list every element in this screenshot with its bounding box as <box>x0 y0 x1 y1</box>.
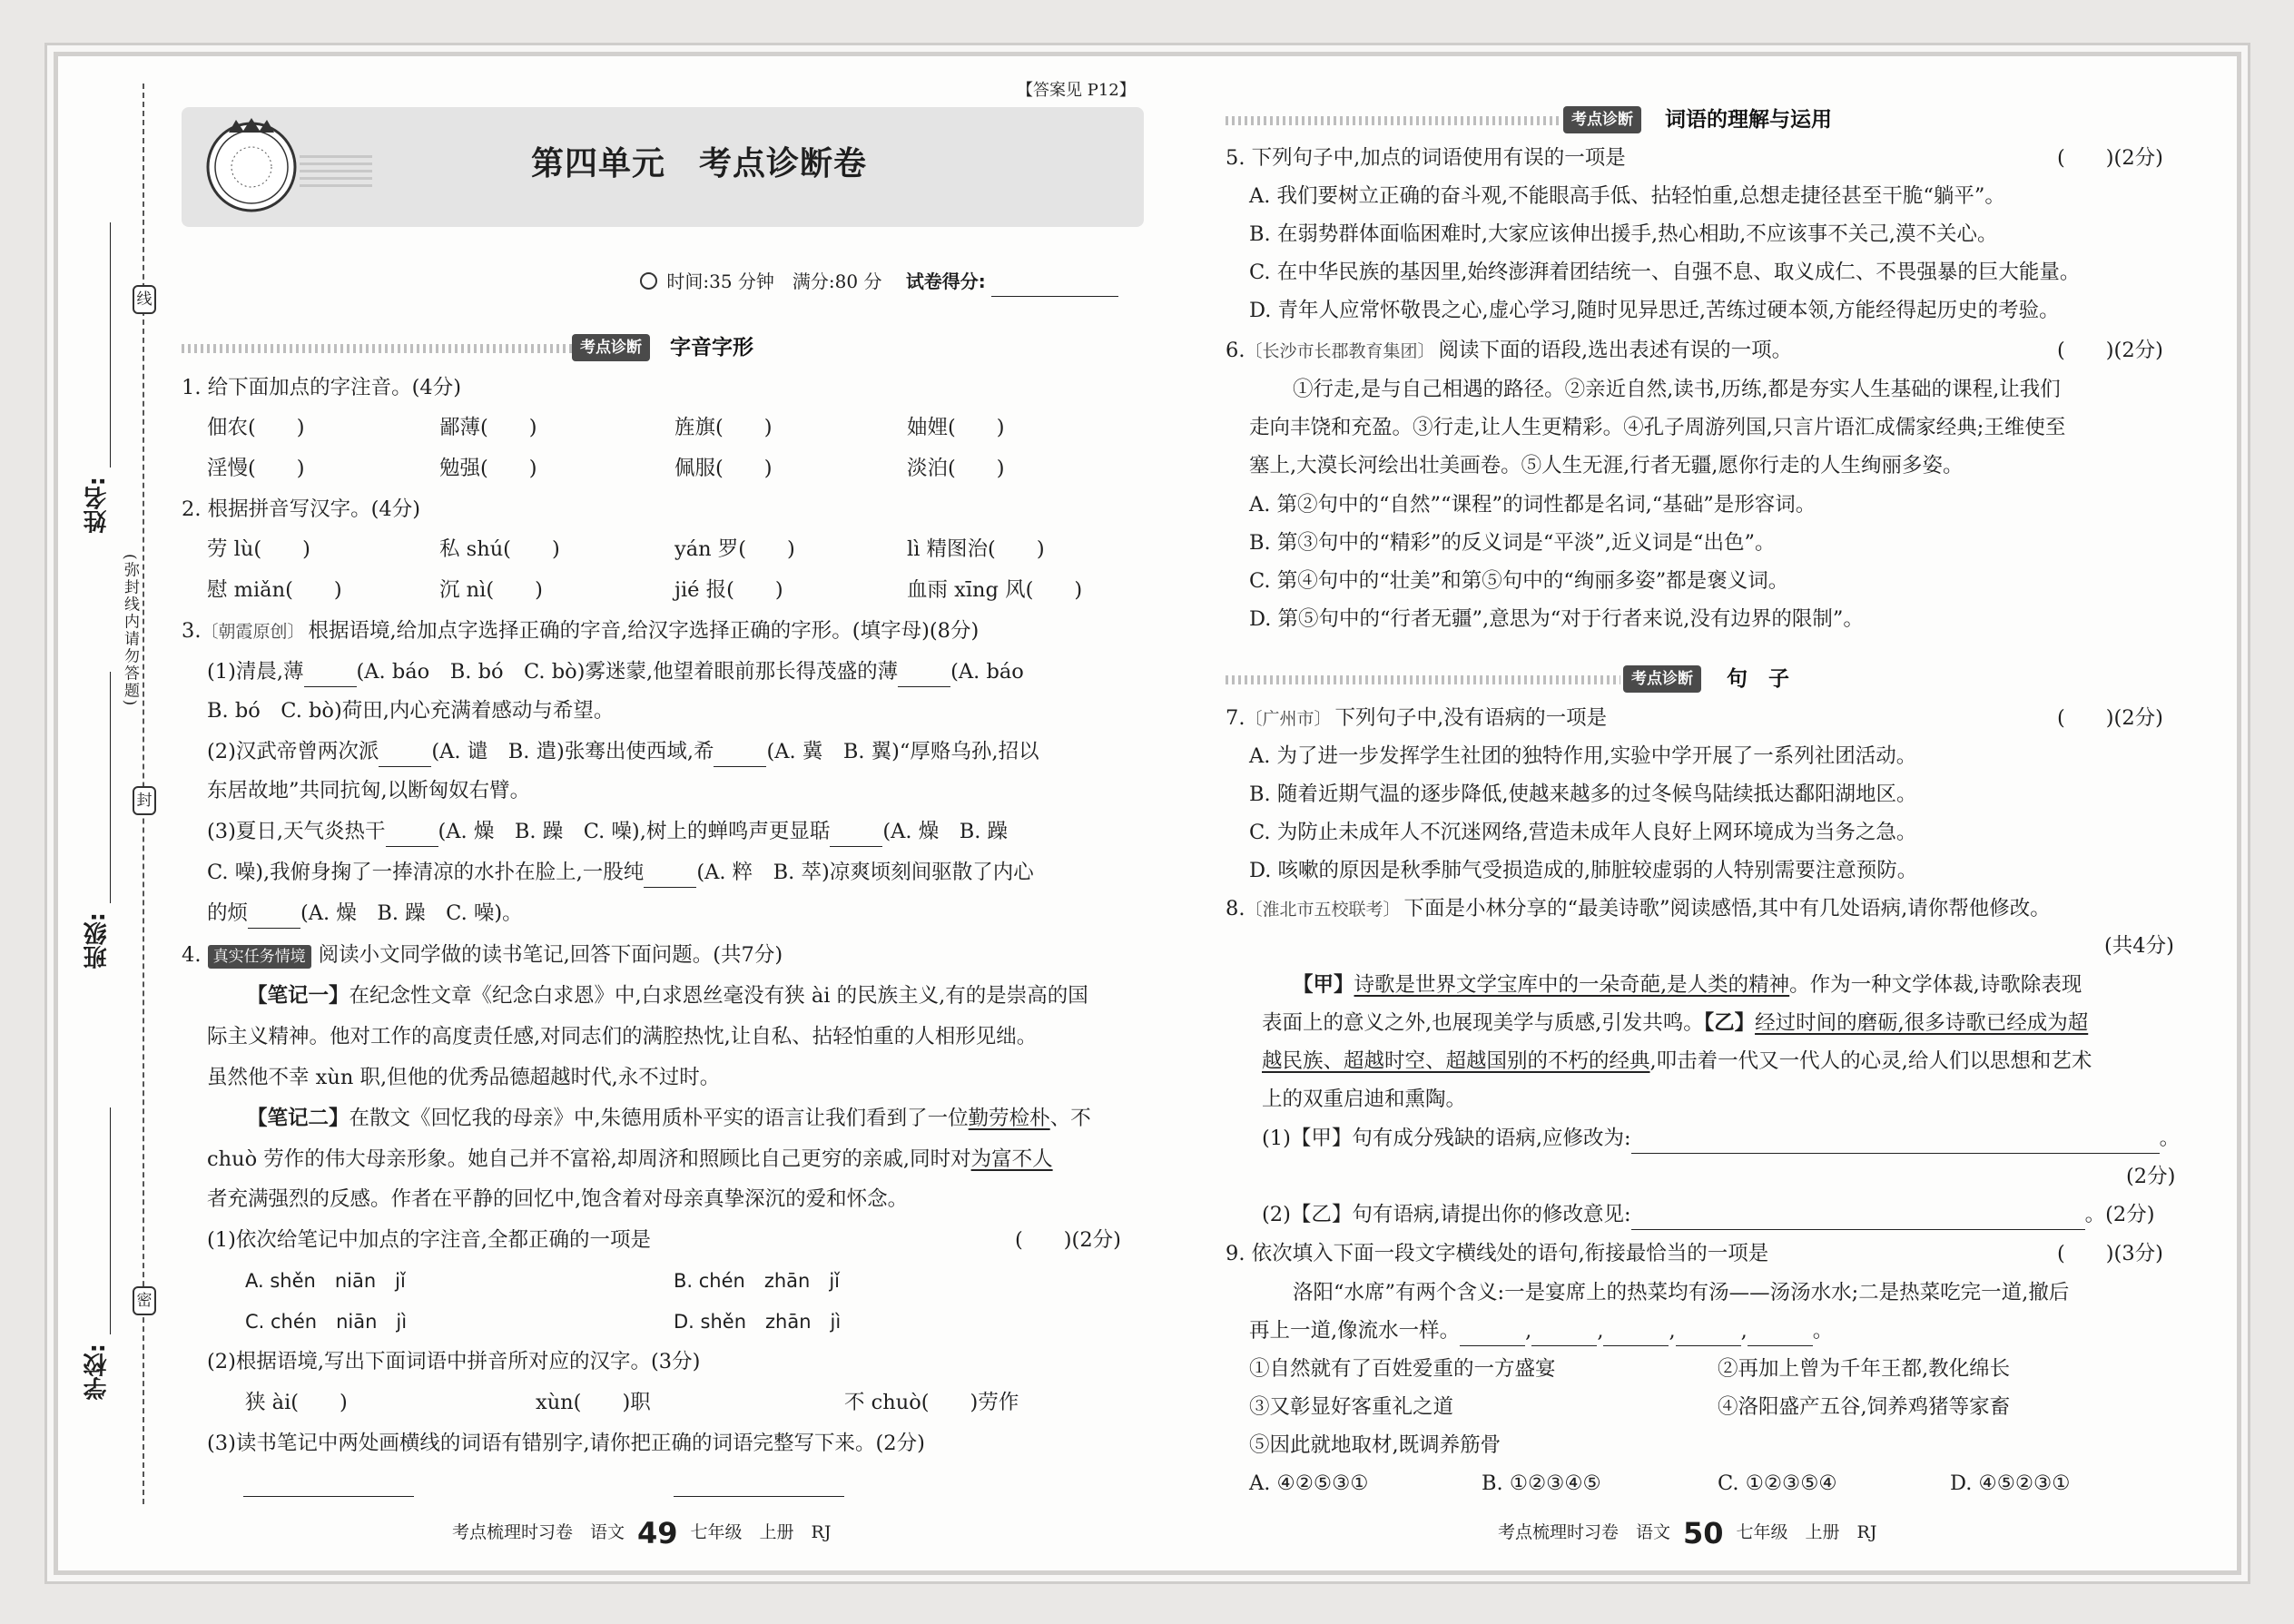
q4-sub2-item[interactable]: xùn( )职 <box>536 1391 651 1414</box>
section-title: 句 子 <box>1727 667 1789 691</box>
answer-blank[interactable] <box>1460 1324 1525 1346</box>
q3-line: (1)清晨,薄 (A. báo B. bó C. bò)雾迷蒙,他望着眼前那长得茂盛的薄 (A. báo <box>207 657 1024 687</box>
section-badge: 考点诊断 <box>572 334 650 361</box>
right-footer <box>1498 1516 1876 1550</box>
q2-item[interactable]: jié 报( ) <box>674 578 783 602</box>
answer-blank[interactable] <box>379 744 431 767</box>
answer-line[interactable] <box>243 1496 414 1497</box>
q3-line: (3)夏日,天气炎热干 (A. 燥 B. 躁 C. 噪),树上的蝉鸣声更显聒 (A. 燥 B. 躁 <box>207 817 1008 847</box>
q8-sub2: (2)【乙】句有语病,请提出你的修改意见: 。(2分) <box>1262 1200 2154 1230</box>
passage-line: 上的双重启迪和熏陶。 <box>1262 1088 1467 1111</box>
passage-line: 洛阳“水席”有两个含义:一是宴席上的热菜均有汤——汤汤水水;二是热菜吃完一道,撤后 <box>1293 1281 2070 1304</box>
underlined-sentence: 越民族、超越时空、超越国别的不朽的经典 <box>1262 1049 1650 1073</box>
note-line: 虽然他不幸 xùn 职,但他的优秀品德超越时代,永不过时。 <box>207 1066 721 1089</box>
q8-sub1-score: (2分) <box>2126 1165 2176 1188</box>
question-text: 根据语境,给加点字选择正确的字音,给汉字选择正确的字形。(填字母)(8分) <box>308 619 980 643</box>
footer-grade: 七年级 上册 RJ <box>690 1522 832 1542</box>
question-source: 〔广州市〕 <box>1245 709 1332 729</box>
sentence-item: ⑤因此就地取材,既调养筋骨 <box>1249 1433 1501 1457</box>
option-b[interactable]: B. 第③句中的“精彩”的反义词是“平淡”,近义词是“出色”。 <box>1249 531 1776 555</box>
q1-item[interactable]: 佩服( ) <box>674 457 773 480</box>
section-title: 字音字形 <box>670 336 753 359</box>
q3-line: 东居故地”共同抗匈,以断匈奴右臂。 <box>207 779 531 802</box>
q1-item[interactable]: 勉强( ) <box>439 457 537 480</box>
answer-line[interactable] <box>1631 1127 2160 1154</box>
publisher-logo <box>202 114 301 214</box>
q3-line: C. 噪),我俯身掬了一捧清凉的水扑在脸上,一股纯 (A. 粹 B. 萃)凉爽顷刻间驱散了内心 <box>207 858 1034 888</box>
page-number: 49 <box>637 1516 678 1550</box>
option-c[interactable]: C. 为防止未成年人不沉迷网络,营造未成年人良好上网环境成为当务之急。 <box>1249 821 1917 844</box>
left-footer <box>452 1516 831 1550</box>
task-tag: 真实任务情境 <box>208 945 311 969</box>
option-b[interactable]: B. 随着近期气温的逐步降低,使越来越多的过冬候鸟陆续抵达鄱阳湖地区。 <box>1249 782 1917 806</box>
section-title: 词语的理解与运用 <box>1665 108 1832 132</box>
answer-blank[interactable] <box>1748 1324 1813 1346</box>
passage-line: ①行走,是与自己相遇的路径。②亲近自然,读书,历练,都是夯实人生基础的课程,让我们 <box>1293 378 2061 401</box>
option-d[interactable]: D. 第⑤句中的“行者无疆”,意思为“对于行者来说,没有边界的限制”。 <box>1249 607 1864 631</box>
note-line: 【笔记二】在散文《回忆我的母亲》中,朱德用质朴平实的语言让我们看到了一位勤劳检朴、不 <box>247 1107 1091 1130</box>
answer-line[interactable] <box>674 1496 844 1497</box>
title-banner <box>182 107 1144 227</box>
q2-item[interactable]: yán 罗( ) <box>674 537 795 561</box>
option-a[interactable]: A. 为了进一步发挥学生社团的独特作用,实验中学开展了一系列社团活动。 <box>1249 744 1917 768</box>
clock-icon <box>640 272 657 290</box>
answer-blank[interactable] <box>714 744 766 767</box>
underlined-sentence: 诗歌是世界文学宝库中的一朵奇葩,是人类的精神 <box>1354 973 1790 997</box>
underlined-word: 勤劳检朴 <box>968 1107 1050 1130</box>
answer-line[interactable] <box>1631 1204 2085 1230</box>
q1-item[interactable]: 佃农( ) <box>207 416 305 439</box>
footer-series: 考点梳理时习卷 语文 <box>1498 1522 1671 1542</box>
q4-sub1: (1)依次给笔记中加点的字注音,全都正确的一项是 <box>207 1228 652 1252</box>
seal-label: 封 <box>133 786 156 815</box>
q1-item[interactable]: 淡泊( ) <box>907 457 1005 480</box>
option-a[interactable]: A. ④②⑤③① <box>1249 1471 1369 1495</box>
q2-item[interactable]: 血雨 xīng 风( ) <box>907 578 1083 602</box>
seal-warning: (弥封线内请勿答题) <box>121 554 139 708</box>
q8-sub1: (1)【甲】句有成分残缺的语病,应修改为: 。 <box>1262 1124 2180 1154</box>
q2-item[interactable]: 私 shú( ) <box>439 537 560 561</box>
sentence-item: ①自然就有了百姓爱重的一方盛宴 <box>1249 1357 1556 1381</box>
option-b[interactable]: B. chén zhān jǐ <box>674 1270 841 1292</box>
q4-sub3: (3)读书笔记中两处画横线的词语有错别字,请你把正确的词语完整写下来。(2分) <box>207 1432 925 1455</box>
note-line: 际主义精神。他对工作的高度责任感,对同志们的满腔热忱,让自私、拈轻怕重的人相形见绌。 <box>207 1025 1038 1048</box>
exam-title: 第四单元 考点诊断卷 <box>531 145 868 182</box>
option-d[interactable]: D. ④⑤②③① <box>1950 1471 2071 1495</box>
q1-item[interactable]: 淫慢( ) <box>207 457 305 480</box>
class-label: 班级: <box>84 912 111 969</box>
question-1-stem: 1. 给下面加点的字注音。(4分) <box>182 376 461 399</box>
q2-item[interactable]: 劳 lù( ) <box>207 537 310 561</box>
option-c[interactable]: C. 第④句中的“壮美”和第⑤句中的“绚丽多姿”都是褒义词。 <box>1249 569 1789 593</box>
answer-blank[interactable] <box>898 664 950 687</box>
q1-item[interactable]: 妯娌( ) <box>907 416 1005 439</box>
option-d[interactable]: D. shěn zhān jì <box>674 1311 842 1333</box>
footer-grade: 七年级 上册 RJ <box>1736 1522 1877 1542</box>
q3-line: (2)汉武帝曾两次派 (A. 谴 B. 遣)张骞出使西域,希 (A. 冀 B. 翼)“厚赂乌孙,招以 <box>207 737 1039 767</box>
option-c[interactable]: C. chén niān jì <box>245 1311 408 1333</box>
option-a[interactable]: A. shěn niān jǐ <box>245 1270 406 1292</box>
section-stripes <box>182 344 572 353</box>
seal-line-label: 线 <box>133 285 156 314</box>
question-8-stem: 8.〔淮北市五校联考〕 下面是小林分享的“最美诗歌”阅读感悟,其中有几处语病,请你帮他修改。 <box>1226 897 2051 920</box>
passage-line: 表面上的意义之外,也展现美学与质感,引发共鸣。【乙】经过时间的磨砺,很多诗歌已经成为超 <box>1262 1011 2089 1035</box>
section-stripes <box>1226 675 1620 684</box>
passage-line: 越民族、超越时空、超越国别的不朽的经典,叩击着一代又一代人的心灵,给人们以思想和艺术 <box>1262 1049 2092 1073</box>
q4-sub2: (2)根据语境,写出下面词语中拼音所对应的汉字。(3分) <box>207 1350 701 1373</box>
note-line: chuò 劳作的伟大母亲形象。她自己并不富裕,却周济和照顾比自己更穷的亲戚,同时对为富不人 <box>207 1147 1053 1171</box>
q2-item[interactable]: lì 精图治( ) <box>907 537 1045 561</box>
question-source: 〔朝霞原创〕 <box>201 622 305 642</box>
q4-sub2-item[interactable]: 不 chuò( )劳作 <box>844 1391 1019 1414</box>
question-7-stem: 7.〔广州市〕 下列句子中,没有语病的一项是 <box>1226 706 1608 730</box>
section-header-pronunciation <box>182 332 1144 363</box>
underlined-word: 为富不人 <box>970 1147 1053 1171</box>
school-label: 学校: <box>84 1343 111 1401</box>
sentence-item: ②再加上曾为千年王都,教化绵长 <box>1718 1357 2011 1381</box>
name-write-line[interactable] <box>110 222 111 468</box>
passage-line: 【甲】诗歌是世界文学宝库中的一朵奇葩,是人类的精神。作为一种文学体裁,诗歌除表现 <box>1293 973 2082 997</box>
passage-line: 走向丰饶和充盈。③行走,让人生更精彩。④孔子周游列国,只言片语汇成儒家经典;王维使至 <box>1249 416 2066 439</box>
question-8-score: (共4分) <box>2104 934 2174 958</box>
page-number: 50 <box>1683 1516 1724 1550</box>
underlined-sentence: 经过时间的磨砺,很多诗歌已经成为超 <box>1755 1011 2089 1035</box>
q1-item[interactable]: 旌旗( ) <box>674 416 773 439</box>
answer-blank[interactable] <box>1531 1324 1597 1346</box>
question-number: 4. <box>182 943 202 967</box>
section-stripes <box>1226 116 1561 125</box>
answer-blank[interactable] <box>644 865 696 888</box>
note-line: 【笔记一】在纪念性文章《纪念白求恩》中,白求恩丝毫没有狭 ài 的民族主义,有的是崇高的国 <box>247 984 1088 1008</box>
seal-label-2: 密 <box>133 1286 156 1315</box>
question-text: 阅读小文同学做的读书笔记,回答下面问题。(共7分) <box>318 943 783 967</box>
question-2-stem: 2. 根据拼音写汉字。(4分) <box>182 497 420 521</box>
option-c[interactable]: C. 在中华民族的基因里,始终澎湃着团结统一、自强不息、取义成仁、不畏强暴的巨大能量。 <box>1249 261 2081 284</box>
section-badge: 考点诊断 <box>1563 106 1641 133</box>
time-and-total: 时间:35 分钟 满分:80 分 <box>666 271 882 292</box>
question-9-stem: 9. 依次填入下面一段文字横线处的语句,衔接最恰当的一项是 <box>1226 1242 1769 1265</box>
name-label: 姓名: <box>84 477 111 534</box>
score-input[interactable] <box>991 276 1118 297</box>
answer-blank[interactable] <box>1603 1324 1669 1346</box>
q2-item[interactable]: 沉 nì( ) <box>439 578 543 602</box>
option-d[interactable]: D. 咳嗽的原因是秋季肺气受损造成的,肺脏较虚弱的人特别需要注意预防。 <box>1249 859 1918 882</box>
option-d[interactable]: D. 青年人应常怀敬畏之心,虚心学习,随时见异思迁,苦练过硬本领,方能经得起历史的考验。 <box>1249 299 2060 322</box>
option-b[interactable]: B. 在弱势群体面临困难时,大家应该伸出援手,热心相助,不应该事不关己,漠不关心。 <box>1249 222 1998 246</box>
score-label: 试卷得分: <box>905 271 986 292</box>
question-4-stem <box>182 940 783 970</box>
question-source: 〔长沙市长郡教育集团〕 <box>1245 341 1435 361</box>
exam-meta <box>640 267 1118 297</box>
option-c[interactable]: C. ①②③⑤④ <box>1718 1471 1837 1495</box>
question-3-stem <box>182 616 979 647</box>
school-write-line[interactable] <box>110 1107 111 1334</box>
option-a[interactable]: A. 我们要树立正确的奋斗观,不能眼高手低、拈轻怕重,总想走捷径甚至干脆“躺平”。 <box>1249 184 2005 208</box>
question-6-score[interactable]: ( )(2分) <box>2057 339 2163 362</box>
option-a[interactable]: A. 第②句中的“自然”“课程”的词性都是名词,“基础”是形容词。 <box>1249 493 1816 517</box>
q4-sub1-score[interactable]: ( )(2分) <box>1015 1228 1121 1252</box>
sentence-item: ③又彰显好客重礼之道 <box>1249 1395 1454 1419</box>
section-header-sentence <box>1226 664 2188 694</box>
q4-sub2-item[interactable]: 狭 ài( ) <box>245 1391 348 1414</box>
footer-series: 考点梳理时习卷 语文 <box>452 1522 625 1542</box>
question-number: 3. <box>182 619 202 643</box>
answer-blank[interactable] <box>304 664 357 687</box>
section-badge: 考点诊断 <box>1623 665 1701 693</box>
class-write-line[interactable] <box>110 672 111 903</box>
answer-reference: 【答案见 P12】 <box>1017 81 1136 100</box>
sentence-item: ④洛阳盛产五谷,饲养鸡猪等家畜 <box>1718 1395 2011 1419</box>
question-5-score[interactable]: ( )(2分) <box>2057 146 2163 170</box>
q2-item[interactable]: 慰 miǎn( ) <box>207 578 342 602</box>
passage-line: 再上一道,像流水一样。 , , , , 。 <box>1249 1316 1833 1346</box>
q3-line: B. bó C. bò)荷田,内心充满着感动与希望。 <box>207 699 615 723</box>
answer-blank[interactable] <box>248 906 300 929</box>
banner-stripes <box>300 151 372 187</box>
answer-blank[interactable] <box>830 824 882 847</box>
question-source: 〔淮北市五校联考〕 <box>1245 900 1401 920</box>
q1-item[interactable]: 鄙薄( ) <box>439 416 537 439</box>
section-header-vocabulary <box>1226 104 2188 135</box>
question-7-score[interactable]: ( )(2分) <box>2057 706 2163 730</box>
question-9-score[interactable]: ( )(3分) <box>2057 1242 2163 1265</box>
answer-blank[interactable] <box>386 824 438 847</box>
option-b[interactable]: B. ①②③④⑤ <box>1482 1471 1601 1495</box>
question-5-stem: 5. 下列句子中,加点的词语使用有误的一项是 <box>1226 146 1626 170</box>
passage-line: 塞上,大漠长河绘出壮美画卷。⑤人生无涯,行者无疆,愿你行走的人生绚丽多姿。 <box>1249 454 1964 477</box>
note-line: 者充满强烈的反感。作者在平静的回忆中,饱含着对母亲真挚深沉的爱和怀念。 <box>207 1187 909 1211</box>
question-6-stem: 6.〔长沙市长郡教育集团〕 阅读下面的语段,选出表述有误的一项。 <box>1226 339 1793 362</box>
q3-line: 的烦 (A. 燥 B. 躁 C. 噪)。 <box>207 899 523 929</box>
answer-blank[interactable] <box>1676 1324 1741 1346</box>
